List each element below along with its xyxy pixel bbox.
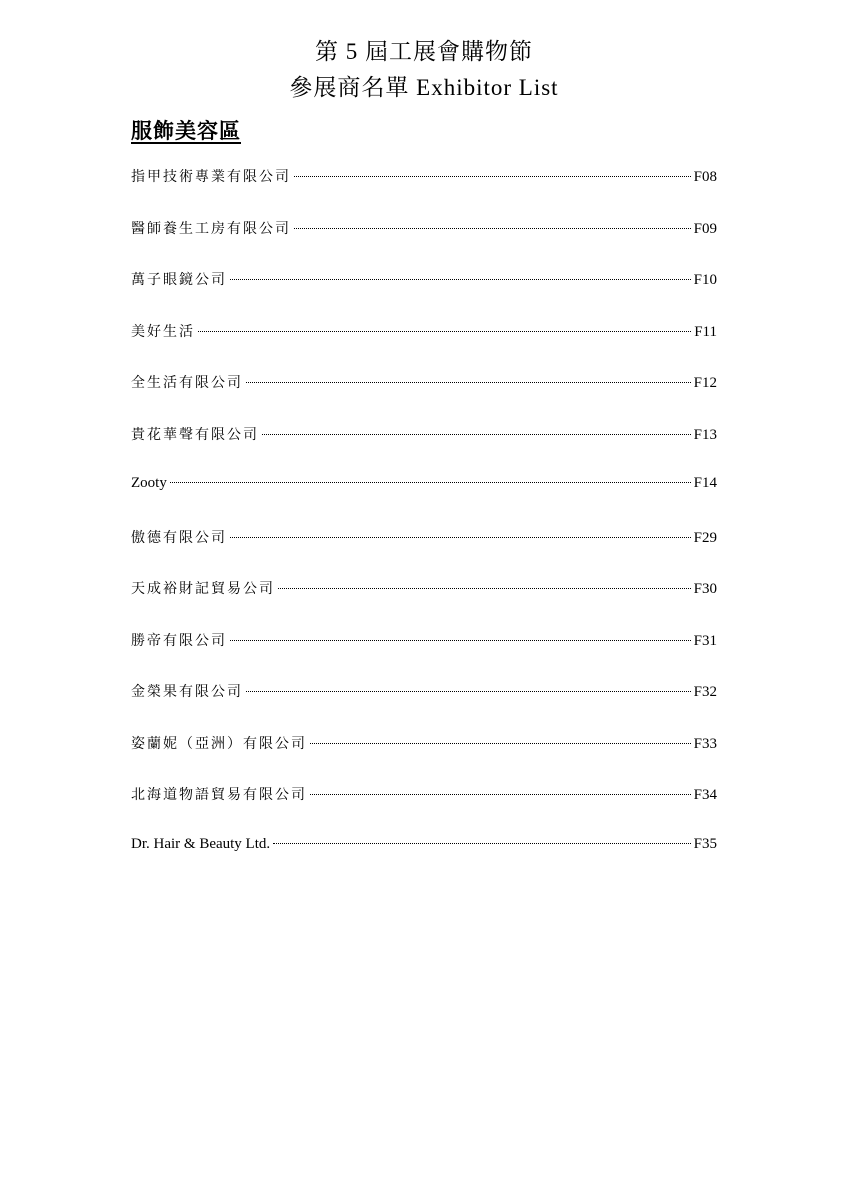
exhibitor-name: Zooty — [131, 475, 167, 491]
exhibitor-name: 全生活有限公司 — [131, 376, 243, 391]
dot-leader — [246, 382, 691, 383]
exhibitor-row — [131, 784, 717, 836]
dot-leader — [246, 691, 691, 692]
exhibitor-name: 天成裕財記貿易公司 — [131, 582, 275, 597]
exhibitor-name: 萬子眼鏡公司 — [131, 273, 227, 288]
dot-leader — [278, 588, 691, 589]
dot-leader — [230, 537, 691, 538]
exhibitor-row — [131, 527, 717, 579]
exhibitor-row — [131, 321, 717, 373]
exhibitor-name: 指甲技術專業有限公司 — [131, 170, 291, 185]
booth-number: F09 — [693, 220, 717, 237]
booth-number: F14 — [693, 475, 717, 491]
dot-leader — [273, 843, 691, 844]
document-title: 第 5 屆工展會購物節 — [315, 39, 533, 64]
booth-number: F08 — [693, 169, 717, 185]
booth-number: F33 — [693, 735, 717, 752]
exhibitor-row — [131, 836, 717, 888]
booth-number: F29 — [693, 529, 717, 546]
booth-number: F32 — [693, 684, 717, 700]
exhibitor-row — [131, 578, 717, 630]
exhibitor-row — [131, 733, 717, 785]
exhibitor-name: 北海道物語貿易有限公司 — [131, 788, 307, 803]
booth-number: F31 — [693, 632, 717, 649]
document-subtitle: 參展商名單 Exhibitor List — [289, 75, 559, 100]
dot-leader — [310, 794, 691, 795]
booth-number: F12 — [693, 375, 717, 391]
dot-leader — [310, 743, 691, 744]
exhibitor-name: 傲德有限公司 — [131, 530, 227, 546]
exhibitor-row — [131, 372, 717, 424]
dot-leader — [198, 331, 691, 332]
document-header — [0, 34, 848, 106]
dot-leader — [230, 279, 691, 280]
exhibitor-name: 貴花華聲有限公司 — [131, 427, 259, 443]
exhibitor-row — [131, 166, 717, 218]
exhibitor-row — [131, 475, 717, 527]
dot-leader — [294, 228, 691, 229]
section-heading: 服飾美容區 — [131, 119, 241, 143]
exhibitor-name: 姿蘭妮（亞洲）有限公司 — [131, 736, 307, 752]
dot-leader — [170, 482, 691, 483]
booth-number: F30 — [693, 581, 717, 597]
booth-number: F35 — [693, 835, 717, 852]
booth-number: F11 — [694, 323, 717, 340]
booth-number: F10 — [693, 272, 717, 288]
exhibitor-name: 勝帝有限公司 — [131, 633, 227, 649]
exhibitor-name: 金榮果有限公司 — [131, 685, 243, 700]
dot-leader — [262, 434, 691, 435]
exhibitor-row — [131, 218, 717, 270]
dot-leader — [230, 640, 691, 641]
exhibitor-row — [131, 424, 717, 476]
exhibitor-row — [131, 630, 717, 682]
dot-leader — [294, 176, 691, 177]
exhibitor-name: Dr. Hair & Beauty Ltd. — [131, 835, 271, 852]
booth-number: F13 — [693, 426, 717, 443]
exhibitor-row — [131, 681, 717, 733]
exhibitor-name: 醫師養生工房有限公司 — [131, 221, 291, 237]
exhibitor-list — [131, 166, 717, 887]
exhibitor-row — [131, 269, 717, 321]
exhibitor-name: 美好生活 — [131, 324, 195, 340]
booth-number: F34 — [693, 787, 717, 803]
